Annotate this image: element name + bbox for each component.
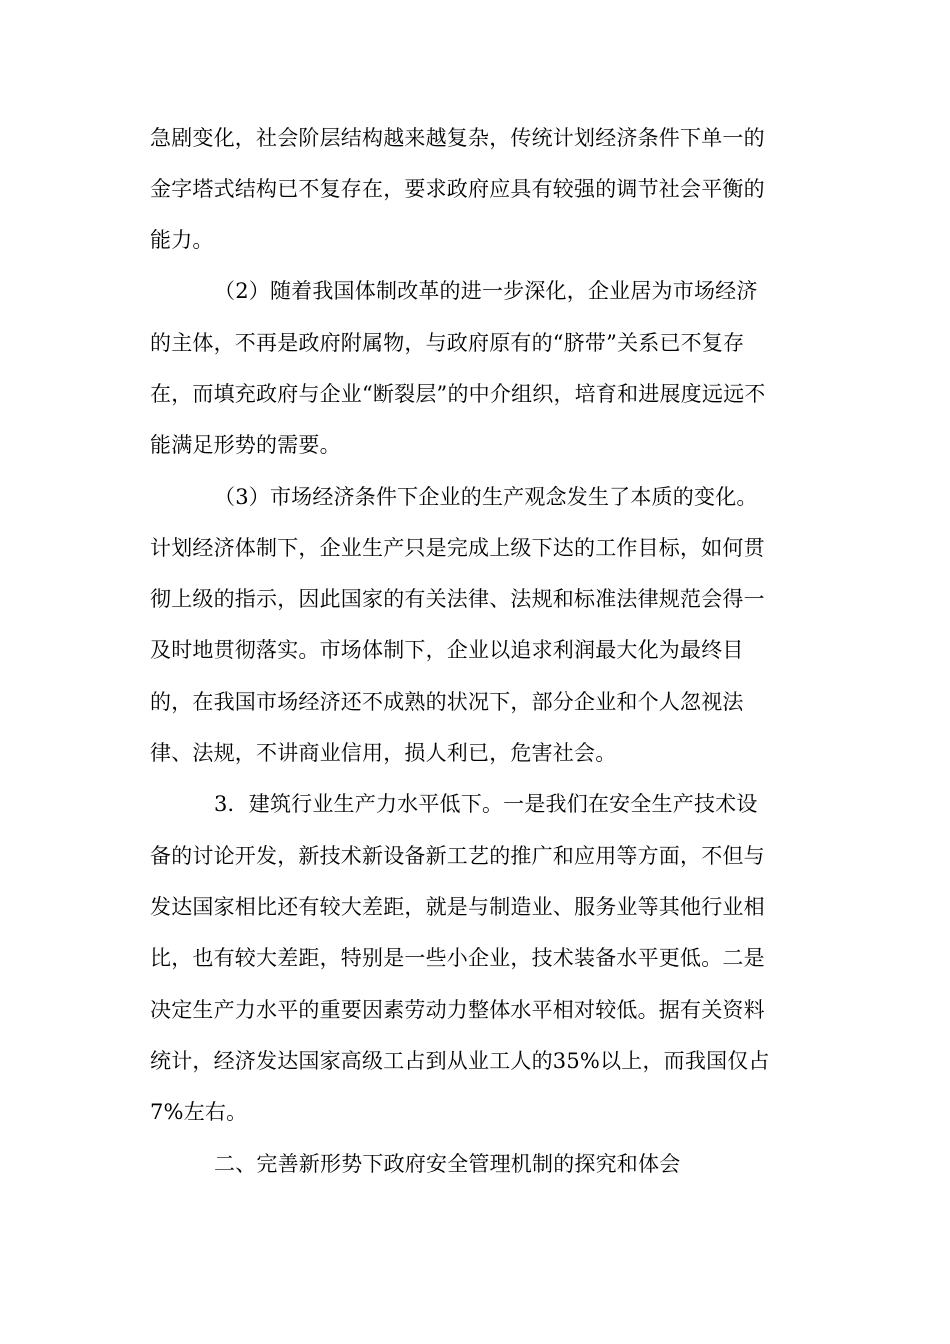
text-line: 7%左右。 [150, 1100, 248, 1124]
text-line: 计划经济体制下，企业生产只是完成上级下达的工作目标，如何贯 [150, 536, 765, 560]
text-line: 能满足形势的需要。 [150, 433, 341, 457]
text-line: 律、法规，不讲商业信用，损人利已，危害社会。 [150, 741, 617, 765]
paragraph-start-line: 3．建筑行业生产力水平低下。一是我们在安全生产技术设 [214, 792, 758, 816]
paragraph-start-line: （2）随着我国体制改革的进一步深化，企业居为市场经济 [214, 279, 758, 303]
paragraph-start-line: （3）市场经济条件下企业的生产观念发生了本质的变化。 [214, 485, 758, 509]
text-line: 比，也有较大差距，特别是一些小企业，技术装备水平更低。二是 [150, 946, 765, 970]
section-heading: 二、完善新形势下政府安全管理机制的探究和体会 [214, 1152, 681, 1176]
text-line: 发达国家相比还有较大差距，就是与制造业、服务业等其他行业相 [150, 895, 765, 919]
text-line: 统计，经济发达国家高级工占到从业工人的35%以上，而我国仅占 [150, 1049, 770, 1073]
text-line: 急剧变化，社会阶层结构越来越复杂，传统计划经济条件下单一的 [150, 126, 765, 150]
text-line: 金字塔式结构已不复存在，要求政府应具有较强的调节社会平衡的 [150, 177, 765, 201]
text-line: 及时地贯彻落实。市场体制下，企业以追求利润最大化为最终目 [150, 638, 744, 662]
text-line: 在，而填充政府与企业“断裂层”的中介组织，培育和进展度远远不 [150, 382, 766, 406]
text-line: 能力。 [150, 228, 214, 252]
text-line: 决定生产力水平的重要因素劳动力整体水平相对较低。据有关资料 [150, 998, 765, 1022]
text-line: 的主体，不再是政府附属物，与政府原有的“脐带”关系已不复存 [150, 331, 745, 355]
text-line: 彻上级的指示，因此国家的有关法律、法规和标准法律规范会得一 [150, 587, 765, 611]
text-line: 的，在我国市场经济还不成熟的状况下，部分企业和个人忽视法 [150, 690, 744, 714]
text-line: 备的讨论开发，新技术新设备新工艺的推广和应用等方面，不但与 [150, 844, 765, 868]
